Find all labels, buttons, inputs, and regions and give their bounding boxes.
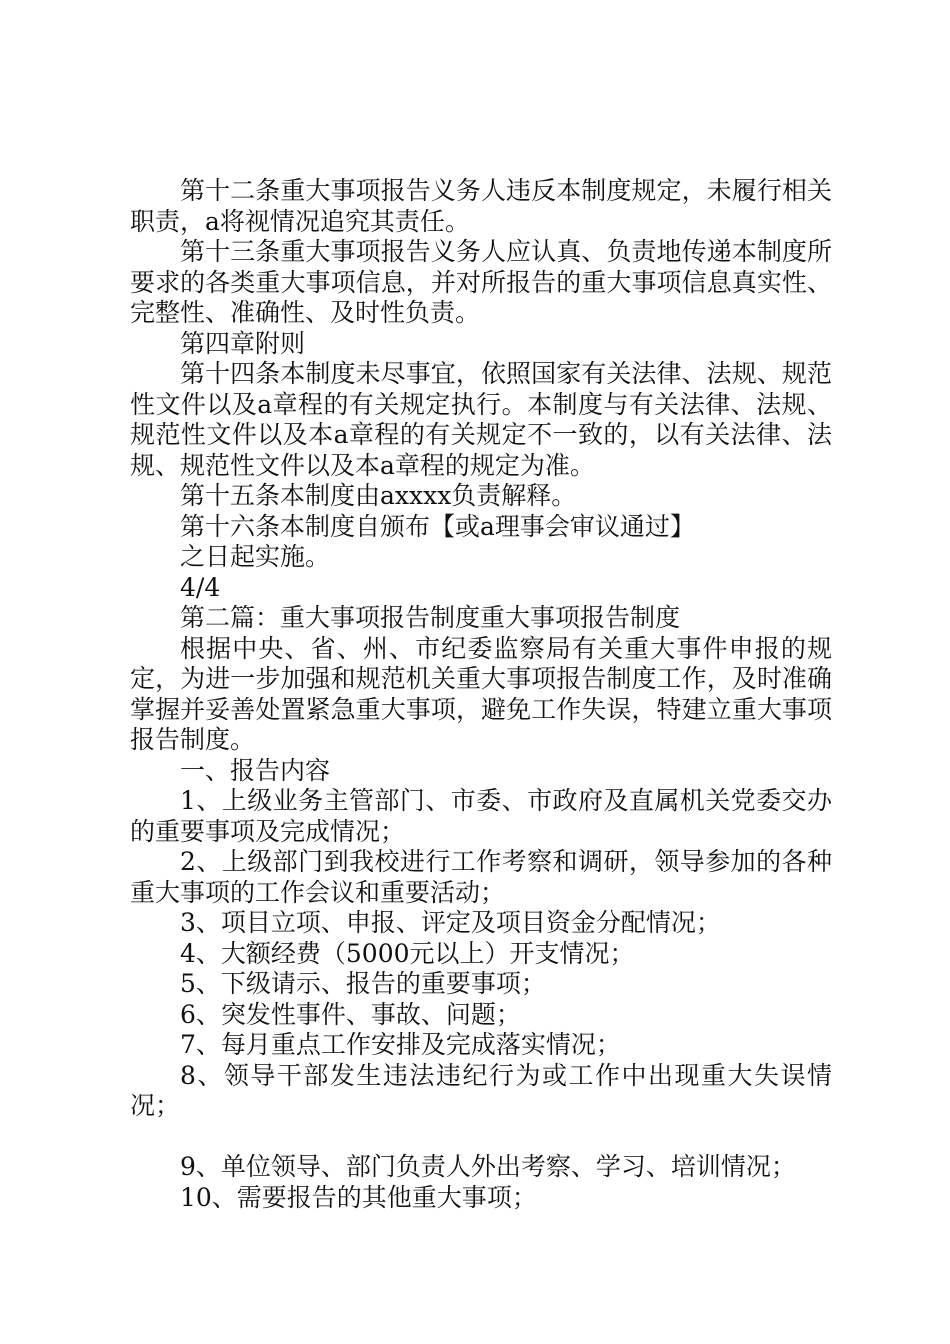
section-1-heading: 一、报告内容 bbox=[180, 755, 331, 785]
list-item: 5、下级请示、报告的重要事项； bbox=[180, 969, 546, 998]
paragraph-intro: 根据中央、省、州、市纪委监察局有关重大事件申报的规定，为进一步加强和规范机关重大事项报告制度工作，及时准确掌握并妥善处置紧急重大事项，避免工作失误，特建立重大事项报告制度。 bbox=[130, 633, 832, 754]
list-item: 1、上级业务主管部门、市委、市政府及直属机关党委交办的重要事项及完成情况； bbox=[130, 786, 832, 846]
page-number: 4/4 bbox=[180, 572, 221, 602]
list-item: 10、需要报告的其他重大事项； bbox=[180, 1182, 537, 1212]
list-item: 9、单位领导、部门负责人外出考察、学习、培训情况； bbox=[180, 1152, 796, 1181]
chapter-4-heading: 第四章附则 bbox=[180, 328, 306, 358]
paragraph-article-12: 第十二条重大事项报告义务人违反本制度规定，未履行相关职责，a将视情况追究其责任。 bbox=[130, 176, 832, 236]
list-item: 2、上级部门到我校进行工作考察和调研，领导参加的各种重大事项的工作会议和重要活动； bbox=[130, 847, 832, 907]
paragraph-article-14: 第十四条本制度未尽事宜，依照国家有关法律、法规、规范性文件以及a章程的有关规定执行。本制度与有关法律、法规、规范性文件以及本a章程的有关规定不一致的，以有关法律、法规、规范性文件以及本a章程的规定为准。 bbox=[130, 359, 832, 480]
list-item: 3、项目立项、申报、评定及项目资金分配情况； bbox=[180, 908, 721, 937]
paragraph-article-13: 第十三条重大事项报告义务人应认真、负责地传递本制度所要求的各类重大事项信息，并对所报告的重大事项信息真实性、完整性、准确性、及时性负责。 bbox=[130, 237, 832, 327]
part-2-heading: 第二篇：重大事项报告制度重大事项报告制度 bbox=[180, 603, 681, 632]
paragraph-article-16: 第十六条本制度自颁布【或a理事会审议通过】 bbox=[180, 511, 695, 541]
paragraph-article-15: 第十五条本制度由axxxx负责解释。 bbox=[180, 481, 577, 510]
list-item: 8、领导干部发生违法违纪行为或工作中出现重大失误情况； bbox=[130, 1060, 832, 1120]
blank-line bbox=[130, 1122, 832, 1153]
list-item: 4、大额经费（5000元以上）开支情况； bbox=[180, 938, 635, 968]
list-item: 7、每月重点工作安排及完成落实情况； bbox=[180, 1030, 621, 1059]
document-body bbox=[130, 176, 832, 1213]
paragraph-effective-date: 之日起实施。 bbox=[180, 542, 331, 571]
list-item: 6、突发性事件、事故、问题； bbox=[180, 999, 521, 1029]
